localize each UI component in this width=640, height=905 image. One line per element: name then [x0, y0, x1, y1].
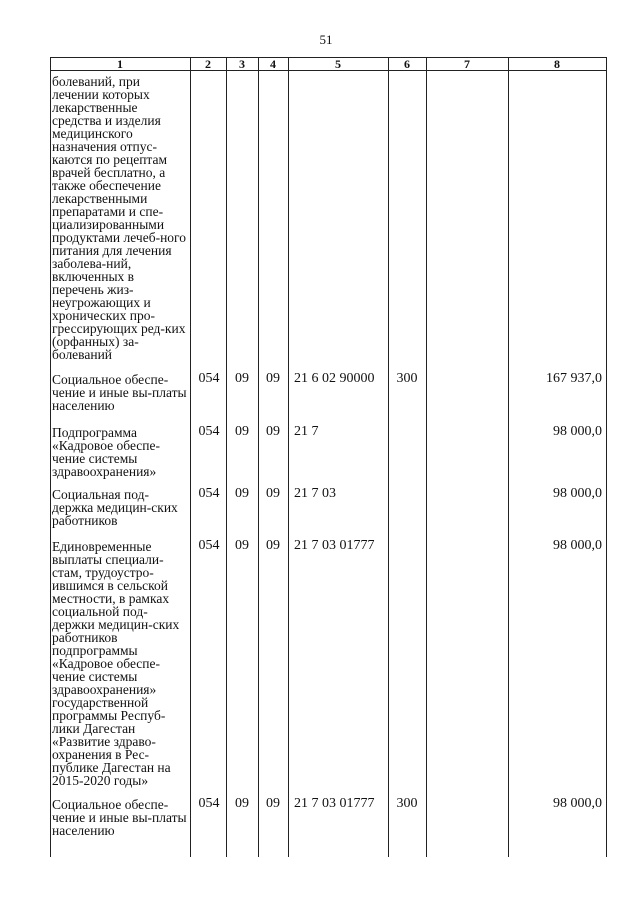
- cell-ministry-code: 054: [198, 538, 220, 553]
- cell-expense-type: 300: [396, 371, 418, 386]
- cell-amount: 98 000,0: [553, 538, 602, 553]
- header-bottom-line: [50, 70, 607, 71]
- column-header-6: 6: [404, 57, 410, 71]
- cell-amount: 98 000,0: [553, 424, 602, 439]
- column-divider: [388, 57, 389, 857]
- cell-subsection-code: 09: [266, 538, 280, 553]
- cell-ministry-code: 054: [198, 486, 220, 501]
- column-divider: [190, 57, 191, 857]
- cell-subsection-code: 09: [266, 424, 280, 439]
- cell-amount: 167 937,0: [546, 371, 602, 386]
- column-header-2: 2: [205, 57, 211, 71]
- row-description: Единовременные выплаты специали-стам, трудоустро-ившимся в сельской местности, в рамках социальной под-держки медицин-ских работников подпрограммы «Кадровое обеспе-чение системы здравоохранения» государственной программы Респуб-лики Дагестан «Развитие здраво-охранения в Рес-публике Дагестан на 2015-2020 годы»: [52, 539, 180, 788]
- cell-section-code: 09: [235, 796, 249, 811]
- page-number: 51: [319, 32, 333, 47]
- table-border-right: [606, 57, 607, 857]
- row-description: Социальное обеспе-чение и иные вы-платы населению: [52, 797, 187, 838]
- cell-target-article: 21 7 03: [294, 486, 336, 501]
- column-header-4: 4: [270, 57, 276, 71]
- column-divider: [288, 57, 289, 857]
- budget-table: [50, 57, 607, 857]
- cell-amount: 98 000,0: [553, 486, 602, 501]
- row-description: Социальное обеспе-чение и иные вы-платы населению: [52, 372, 187, 413]
- cell-target-article: 21 7 03 01777: [294, 796, 375, 811]
- column-divider: [426, 57, 427, 857]
- column-divider: [226, 57, 227, 857]
- cell-ministry-code: 054: [198, 371, 220, 386]
- cell-expense-type: 300: [396, 796, 418, 811]
- column-divider: [258, 57, 259, 857]
- cell-target-article: 21 6 02 90000: [294, 371, 375, 386]
- cell-section-code: 09: [235, 538, 249, 553]
- cell-target-article: 21 7 03 01777: [294, 538, 375, 553]
- column-divider: [508, 57, 509, 857]
- cell-ministry-code: 054: [198, 796, 220, 811]
- cell-subsection-code: 09: [266, 371, 280, 386]
- cell-target-article: 21 7: [294, 424, 319, 439]
- column-header-3: 3: [239, 57, 245, 71]
- column-header-7: 7: [464, 57, 470, 71]
- row-description: Подпрограмма «Кадровое обеспе-чение системы здравоохранения»: [52, 425, 160, 479]
- column-header-5: 5: [335, 57, 341, 71]
- column-header-8: 8: [554, 57, 560, 71]
- row-description: Социальная под-держка медицин-ских работников: [52, 487, 178, 528]
- cell-subsection-code: 09: [266, 486, 280, 501]
- table-border-left: [50, 57, 51, 857]
- cell-ministry-code: 054: [198, 424, 220, 439]
- cell-amount: 98 000,0: [553, 796, 602, 811]
- cell-section-code: 09: [235, 371, 249, 386]
- column-header-1: 1: [117, 57, 123, 71]
- cell-section-code: 09: [235, 424, 249, 439]
- cell-subsection-code: 09: [266, 796, 280, 811]
- row-description: болеваний, при лечении которых лекарственные средства и изделия медицинского назначения отпус-каются по рецептам врачей бесплатно, а также обеспечение лекарственными препаратами и спе-циализированными продуктами лечеб-ного питания для лечения заболева-ний, включенных в перечень жиз-неугрожающих и хронических про-грессирующих ред-ких (орфанных) за-болеваний: [52, 74, 186, 362]
- cell-section-code: 09: [235, 486, 249, 501]
